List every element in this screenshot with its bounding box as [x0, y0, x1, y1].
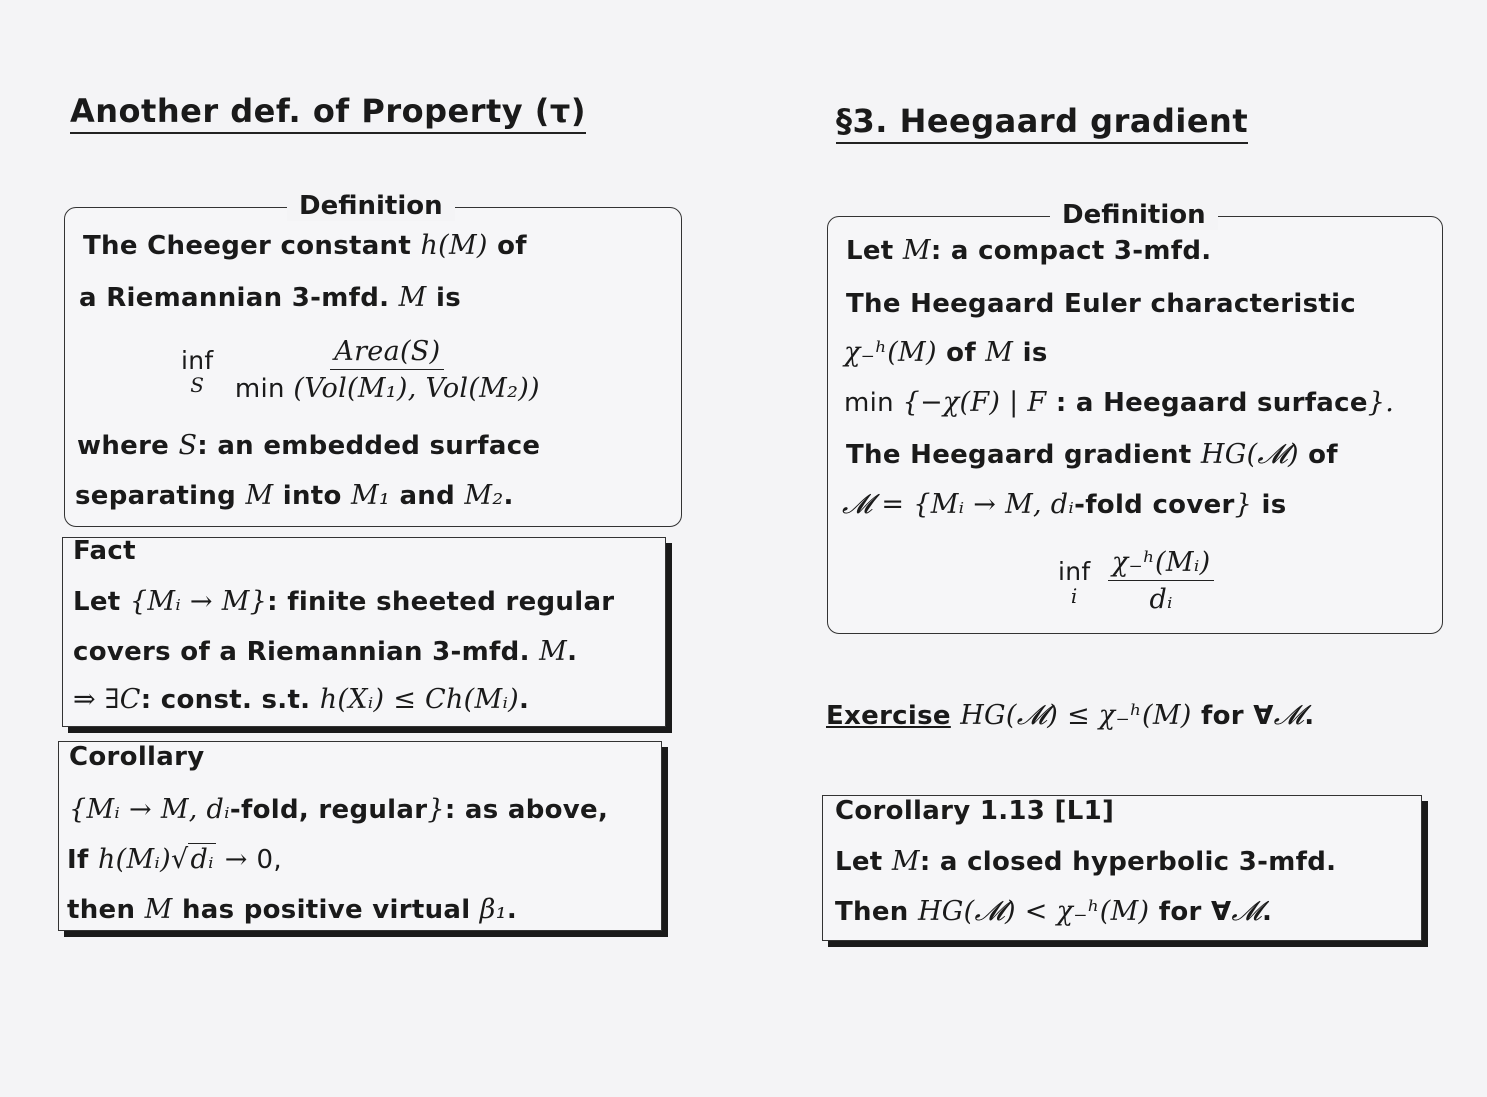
text: . [567, 637, 578, 667]
text: 0, [256, 845, 282, 875]
text: of [936, 338, 986, 368]
arrow: → [215, 844, 257, 875]
text: a Riemannian 3-mfd. [79, 283, 399, 313]
math: 𝓜 = {Mᵢ → M, dᵢ [842, 489, 1075, 520]
math: C [119, 684, 141, 715]
text: . [519, 685, 530, 715]
text: : a closed hyperbolic 3-mfd. [919, 847, 1337, 877]
math: {Mᵢ → M} [129, 586, 268, 617]
text: : const. s.t. [140, 685, 320, 715]
def-line-2 [79, 282, 461, 313]
math: HG(𝓜) < χ₋ʰ(M) [917, 896, 1150, 927]
fraction [231, 336, 544, 404]
numerator: Area(S) [330, 336, 444, 370]
fact-line-2 [73, 636, 577, 667]
infimum [1058, 557, 1091, 606]
infimum [181, 346, 214, 395]
math: M [245, 480, 274, 511]
definition-legend: Definition [287, 191, 455, 221]
def-line-4 [77, 430, 540, 461]
fact-line-3 [73, 684, 529, 715]
text: is [1252, 490, 1287, 520]
math: M [891, 846, 920, 877]
corollary-heading: Corollary [69, 742, 205, 772]
math: M [144, 894, 173, 925]
fraction [1108, 547, 1215, 615]
inf-operator: inf [181, 345, 214, 375]
text: -fold, regular [229, 795, 428, 825]
text: Let [846, 236, 903, 266]
denominator-min: min [234, 374, 294, 404]
heegaard-gradient-formula [1058, 547, 1214, 615]
cheeger-definition-box [64, 191, 682, 527]
math: M₁ [351, 480, 391, 511]
math: M [902, 235, 931, 266]
math: h(Mᵢ)√ [97, 844, 189, 875]
denominator: dᵢ [1149, 584, 1173, 615]
text: : an embedded surface [197, 431, 541, 461]
text: of [487, 231, 527, 261]
text: of [1298, 440, 1338, 470]
text: for ∀ [1191, 701, 1274, 731]
math: {Mᵢ → M, dᵢ [69, 794, 230, 825]
corollary-heading: Corollary 1.13 [L1] [835, 796, 1115, 826]
text: and [390, 481, 465, 511]
inf-subscript: i [1070, 583, 1078, 608]
text: Let [835, 847, 892, 877]
left-corollary-box [58, 741, 662, 931]
math: {−χ(F) | F [902, 387, 1047, 418]
numerator: χ₋ʰ(Mᵢ) [1108, 547, 1215, 581]
text: min [844, 388, 903, 418]
text: If [67, 845, 98, 875]
text: : finite sheeted regular [267, 587, 615, 617]
math: M [539, 636, 568, 667]
fact-heading: Fact [73, 536, 136, 566]
math: h(M) [420, 230, 488, 261]
definition-legend: Definition [1050, 200, 1218, 230]
text: separating [75, 481, 246, 511]
math: 𝓜 [1273, 700, 1305, 731]
rcorollary-line-2 [835, 896, 1272, 928]
hdef-line-5 [846, 439, 1338, 471]
text: has positive virtual [172, 895, 480, 925]
hdef-line-4 [844, 387, 1394, 418]
def-line-1 [83, 230, 527, 261]
text: then [67, 895, 145, 925]
def-line-5 [75, 480, 514, 511]
right-title: §3. Heegaard gradient [836, 102, 1248, 144]
text: : a compact 3-mfd. [930, 236, 1212, 266]
text: where [77, 431, 179, 461]
text: ⇒ ∃ [73, 684, 120, 715]
math: M₂ [464, 480, 504, 511]
text: Then [835, 897, 918, 927]
sqrt-term: dᵢ [190, 844, 214, 875]
text: . [503, 481, 514, 511]
math: M [398, 282, 427, 313]
text: : as above, [444, 795, 609, 825]
text: . [506, 895, 518, 925]
math: }. [1367, 387, 1395, 418]
text: for ∀ [1149, 897, 1232, 927]
text: : a Heegaard surface [1046, 388, 1368, 418]
fact-line-1 [73, 586, 614, 617]
math: h(Xᵢ) ≤ Ch(Mᵢ) [319, 684, 520, 715]
right-corollary-box [822, 795, 1422, 941]
text: covers of a Riemannian 3-mfd. [73, 637, 540, 667]
corollary-line-3 [67, 894, 517, 925]
exercise-line [826, 700, 1314, 732]
math: S [178, 430, 198, 461]
fact-box [62, 537, 666, 727]
math: 𝓜 [1231, 896, 1262, 927]
inf-subscript: S [190, 372, 205, 397]
left-title: Another def. of Property (τ) [70, 92, 586, 134]
text: . [1261, 897, 1273, 927]
math: HG(𝓜) ≤ χ₋ʰ(M) [960, 700, 1192, 731]
math: M [985, 337, 1014, 368]
text: is [426, 283, 461, 313]
math: } [1234, 489, 1253, 520]
hdef-line-6 [842, 489, 1286, 521]
corollary-line-1 [69, 794, 608, 825]
heegaard-definition-box [827, 200, 1443, 634]
text: into [273, 481, 352, 511]
math: β₁ [479, 894, 507, 925]
text: -fold cover [1074, 490, 1235, 520]
hdef-line-1 [846, 235, 1211, 266]
text: . [1304, 701, 1315, 731]
denominator: (Vol(M₁), Vol(M₂)) [293, 373, 540, 404]
text: The Heegaard gradient [846, 440, 1201, 470]
text: The Cheeger constant [83, 231, 421, 261]
math: HG(𝓜) [1200, 439, 1299, 470]
cheeger-formula [181, 336, 544, 404]
corollary-line-2 [67, 844, 282, 875]
inf-operator: inf [1058, 556, 1091, 586]
text: is [1013, 338, 1048, 368]
text: Let [73, 587, 130, 617]
rcorollary-line-1 [835, 846, 1336, 877]
hdef-line-2: The Heegaard Euler characteristic [846, 289, 1357, 319]
exercise-label: Exercise [826, 701, 951, 731]
hdef-line-3 [844, 337, 1048, 368]
math: } [427, 794, 445, 825]
math: χ₋ʰ(M) [844, 337, 937, 368]
